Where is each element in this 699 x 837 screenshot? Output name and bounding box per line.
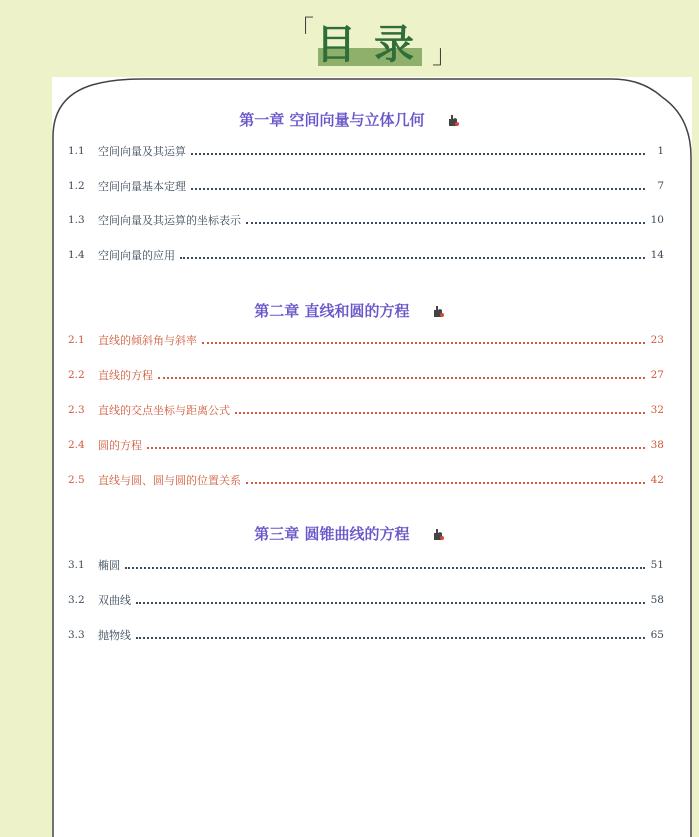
entry-number: 1.3 [68,214,85,226]
entry-number: 1.1 [68,145,85,157]
toc-entry-2-1[interactable] [68,331,664,349]
hand-pointer-icon [431,304,445,318]
chapter-one-title: 第一章 空间向量与立体几何 [239,111,425,129]
entry-label: 椭圆 [98,559,120,572]
entry-number: 2.1 [68,334,85,346]
chapter-two-heading [0,300,699,321]
dot-leader [191,187,645,190]
dot-leader [136,636,645,639]
dot-leader [136,601,645,604]
dot-leader [246,221,645,224]
toc-entry-1-3[interactable] [68,211,664,229]
entry-page: 1 [657,145,664,157]
toc-entry-3-3[interactable] [68,626,664,644]
entry-label: 直线与圆、圆与圆的位置关系 [98,474,241,487]
toc-entry-2-2[interactable] [68,366,664,384]
entry-label: 直线的倾斜角与斜率 [98,334,197,347]
entry-page: 32 [650,404,664,416]
dot-leader [180,256,645,259]
entry-label: 空间向量及其运算的坐标表示 [98,214,241,227]
page-title: 目录 [316,22,432,68]
entry-page: 27 [650,369,664,381]
dot-leader [235,411,645,414]
chapter-three-title: 第三章 圆锥曲线的方程 [254,525,410,543]
entry-label: 直线的交点坐标与距离公式 [98,404,230,417]
hand-pointer-icon [431,527,445,541]
entry-number: 1.4 [68,249,85,261]
entry-number: 3.2 [68,594,85,606]
entry-label: 抛物线 [98,629,131,642]
entry-page: 38 [650,439,664,451]
dot-leader [147,446,645,449]
entry-label: 直线的方程 [98,369,153,382]
title-bracket-open: 「 [288,16,315,46]
dot-leader [158,376,645,379]
toc-entry-2-5[interactable] [68,471,664,489]
entry-page: 14 [650,249,664,261]
entry-label: 空间向量的应用 [98,249,175,262]
chapter-three-heading [0,523,699,544]
chapter-one-heading [0,109,699,130]
toc-entry-1-4[interactable] [68,246,664,264]
entry-page: 51 [650,559,664,571]
dot-leader [246,481,645,484]
entry-label: 圆的方程 [98,439,142,452]
entry-number: 1.2 [68,180,85,192]
entry-label: 空间向量及其运算 [98,145,186,158]
dot-leader [125,566,645,569]
entry-number: 3.3 [68,629,85,641]
entry-label: 双曲线 [98,594,131,607]
entry-label: 空间向量基本定理 [98,180,186,193]
toc-entry-1-2[interactable] [68,177,664,195]
entry-number: 2.3 [68,404,85,416]
dot-leader [191,152,645,155]
toc-entry-2-3[interactable] [68,401,664,419]
page-title-block [0,12,699,72]
entry-page: 23 [650,334,664,346]
entry-page: 42 [650,474,664,486]
toc-entry-3-1[interactable] [68,556,664,574]
entry-number: 2.5 [68,474,85,486]
hand-pointer-icon [446,113,460,127]
title-bracket-close: 」 [432,40,459,70]
chapter-two-title: 第二章 直线和圆的方程 [254,302,410,320]
toc-entry-3-2[interactable] [68,591,664,609]
toc-entry-1-1[interactable] [68,142,664,160]
entry-number: 2.2 [68,369,85,381]
entry-page: 7 [657,180,664,192]
toc-entry-2-4[interactable] [68,436,664,454]
dot-leader [202,341,645,344]
entry-number: 2.4 [68,439,85,451]
entry-page: 10 [650,214,664,226]
entry-number: 3.1 [68,559,85,571]
entry-page: 65 [650,629,664,641]
entry-page: 58 [650,594,664,606]
